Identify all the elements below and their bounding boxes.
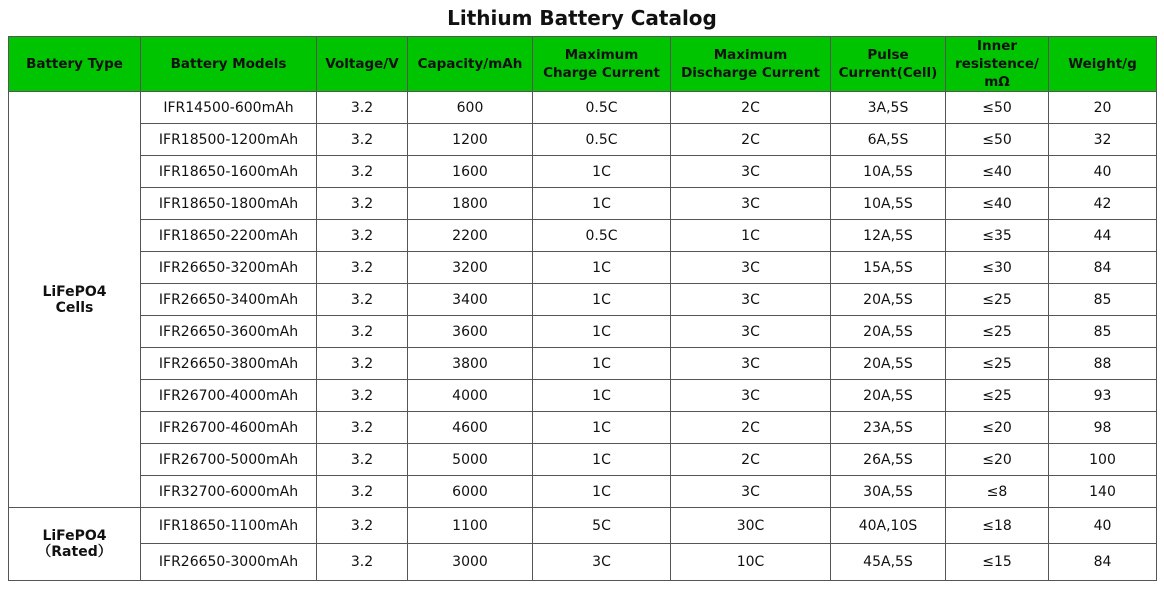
discharge-current-cell: 3C (671, 252, 831, 284)
header-weight: Weight/g (1049, 37, 1157, 92)
charge-current-cell: 1C (533, 348, 671, 380)
discharge-current-cell: 3C (671, 380, 831, 412)
model-cell: IFR26700-5000mAh (141, 444, 317, 476)
capacity-cell: 600 (408, 92, 533, 124)
battery-type-cell (9, 508, 141, 581)
voltage-cell: 3.2 (317, 156, 408, 188)
pulse-current-cell: 10A,5S (831, 156, 946, 188)
header-max-charge-current (533, 37, 671, 92)
discharge-current-cell: 10C (671, 544, 831, 581)
voltage-cell: 3.2 (317, 188, 408, 220)
table-row (9, 508, 1157, 544)
header-inner-line3: mΩ (984, 74, 1010, 90)
table-row (9, 476, 1157, 508)
weight-cell: 100 (1049, 444, 1157, 476)
table-row (9, 284, 1157, 316)
header-pulse-current (831, 37, 946, 92)
table-row (9, 220, 1157, 252)
table-row (9, 124, 1157, 156)
voltage-cell: 3.2 (317, 252, 408, 284)
charge-current-cell: 0.5C (533, 92, 671, 124)
pulse-current-cell: 20A,5S (831, 316, 946, 348)
model-cell: IFR26700-4000mAh (141, 380, 317, 412)
charge-current-cell: 1C (533, 188, 671, 220)
weight-cell: 84 (1049, 252, 1157, 284)
discharge-current-cell: 2C (671, 92, 831, 124)
discharge-current-cell: 30C (671, 508, 831, 544)
header-max-discharge-line2: Discharge Current (681, 65, 820, 81)
header-inner-resistance (946, 37, 1049, 92)
voltage-cell: 3.2 (317, 412, 408, 444)
header-capacity: Capacity/mAh (408, 37, 533, 92)
pulse-current-cell: 12A,5S (831, 220, 946, 252)
battery-type-line2: Cells (55, 299, 94, 316)
discharge-current-cell: 3C (671, 476, 831, 508)
pulse-current-cell: 15A,5S (831, 252, 946, 284)
voltage-cell: 3.2 (317, 92, 408, 124)
weight-cell: 40 (1049, 156, 1157, 188)
voltage-cell: 3.2 (317, 348, 408, 380)
table-row (9, 252, 1157, 284)
charge-current-cell: 1C (533, 284, 671, 316)
pulse-current-cell: 10A,5S (831, 188, 946, 220)
battery-type-cell (9, 92, 141, 508)
resistance-cell: ≤15 (946, 544, 1049, 581)
resistance-cell: ≤8 (946, 476, 1049, 508)
battery-type-line2: （Rated） (37, 544, 112, 560)
model-cell: IFR26650-3000mAh (141, 544, 317, 581)
table-row (9, 188, 1157, 220)
weight-cell: 40 (1049, 508, 1157, 544)
header-inner-line1: Inner (976, 38, 1018, 54)
resistance-cell: ≤25 (946, 380, 1049, 412)
weight-cell: 20 (1049, 92, 1157, 124)
charge-current-cell: 1C (533, 380, 671, 412)
charge-current-cell: 1C (533, 412, 671, 444)
weight-cell: 98 (1049, 412, 1157, 444)
capacity-cell: 3000 (408, 544, 533, 581)
weight-cell: 85 (1049, 316, 1157, 348)
weight-cell: 85 (1049, 284, 1157, 316)
voltage-cell: 3.2 (317, 444, 408, 476)
resistance-cell: ≤40 (946, 188, 1049, 220)
table-row (9, 412, 1157, 444)
voltage-cell: 3.2 (317, 124, 408, 156)
voltage-cell: 3.2 (317, 508, 408, 544)
charge-current-cell: 1C (533, 476, 671, 508)
header-battery-type: Battery Type (9, 37, 141, 92)
resistance-cell: ≤35 (946, 220, 1049, 252)
discharge-current-cell: 3C (671, 348, 831, 380)
model-cell: IFR26650-3400mAh (141, 284, 317, 316)
pulse-current-cell: 30A,5S (831, 476, 946, 508)
discharge-current-cell: 3C (671, 156, 831, 188)
battery-type-line1: LiFePO4 (42, 528, 107, 544)
capacity-cell: 1100 (408, 508, 533, 544)
battery-catalog-table (8, 36, 1157, 581)
model-cell: IFR18650-2200mAh (141, 220, 317, 252)
header-row (9, 37, 1157, 92)
table-row (9, 380, 1157, 412)
discharge-current-cell: 3C (671, 188, 831, 220)
model-cell: IFR26650-3800mAh (141, 348, 317, 380)
capacity-cell: 1800 (408, 188, 533, 220)
resistance-cell: ≤50 (946, 92, 1049, 124)
capacity-cell: 4000 (408, 380, 533, 412)
header-inner-line2: resistence/ (955, 56, 1039, 72)
resistance-cell: ≤20 (946, 412, 1049, 444)
charge-current-cell: 0.5C (533, 124, 671, 156)
capacity-cell: 3400 (408, 284, 533, 316)
header-max-charge-line1: Maximum (564, 47, 639, 63)
table-header (9, 37, 1157, 92)
model-cell: IFR18500-1200mAh (141, 124, 317, 156)
resistance-cell: ≤25 (946, 316, 1049, 348)
voltage-cell: 3.2 (317, 220, 408, 252)
pulse-current-cell: 3A,5S (831, 92, 946, 124)
weight-cell: 32 (1049, 124, 1157, 156)
charge-current-cell: 3C (533, 544, 671, 581)
capacity-cell: 6000 (408, 476, 533, 508)
capacity-cell: 1200 (408, 124, 533, 156)
weight-cell: 44 (1049, 220, 1157, 252)
model-cell: IFR18650-1100mAh (141, 508, 317, 544)
weight-cell: 93 (1049, 380, 1157, 412)
pulse-current-cell: 23A,5S (831, 412, 946, 444)
capacity-cell: 1600 (408, 156, 533, 188)
voltage-cell: 3.2 (317, 316, 408, 348)
model-cell: IFR18650-1600mAh (141, 156, 317, 188)
resistance-cell: ≤40 (946, 156, 1049, 188)
charge-current-cell: 1C (533, 316, 671, 348)
weight-cell: 84 (1049, 544, 1157, 581)
discharge-current-cell: 3C (671, 316, 831, 348)
header-voltage: Voltage/V (317, 37, 408, 92)
page-title: Lithium Battery Catalog (447, 6, 717, 30)
discharge-current-cell: 1C (671, 220, 831, 252)
capacity-cell: 4600 (408, 412, 533, 444)
resistance-cell: ≤20 (946, 444, 1049, 476)
charge-current-cell: 0.5C (533, 220, 671, 252)
pulse-current-cell: 45A,5S (831, 544, 946, 581)
pulse-current-cell: 26A,5S (831, 444, 946, 476)
capacity-cell: 3800 (408, 348, 533, 380)
header-pulse-line1: Pulse (867, 47, 909, 63)
model-cell: IFR26650-3200mAh (141, 252, 317, 284)
discharge-current-cell: 2C (671, 124, 831, 156)
header-max-charge-line2: Charge Current (543, 65, 660, 81)
table-row (9, 92, 1157, 124)
header-battery-models: Battery Models (141, 37, 317, 92)
table-row (9, 444, 1157, 476)
table-row (9, 544, 1157, 581)
capacity-cell: 3600 (408, 316, 533, 348)
capacity-cell: 3200 (408, 252, 533, 284)
model-cell: IFR32700-6000mAh (141, 476, 317, 508)
model-cell: IFR18650-1800mAh (141, 188, 317, 220)
pulse-current-cell: 20A,5S (831, 284, 946, 316)
resistance-cell: ≤25 (946, 348, 1049, 380)
charge-current-cell: 1C (533, 252, 671, 284)
voltage-cell: 3.2 (317, 380, 408, 412)
resistance-cell: ≤25 (946, 284, 1049, 316)
voltage-cell: 3.2 (317, 544, 408, 581)
discharge-current-cell: 2C (671, 412, 831, 444)
table-row (9, 316, 1157, 348)
pulse-current-cell: 20A,5S (831, 380, 946, 412)
header-max-discharge-line1: Maximum (713, 47, 788, 63)
model-cell: IFR26700-4600mAh (141, 412, 317, 444)
capacity-cell: 2200 (408, 220, 533, 252)
charge-current-cell: 1C (533, 444, 671, 476)
weight-cell: 88 (1049, 348, 1157, 380)
header-pulse-line2: Current(Cell) (838, 65, 938, 81)
charge-current-cell: 5C (533, 508, 671, 544)
weight-cell: 140 (1049, 476, 1157, 508)
resistance-cell: ≤50 (946, 124, 1049, 156)
resistance-cell: ≤18 (946, 508, 1049, 544)
model-cell: IFR26650-3600mAh (141, 316, 317, 348)
pulse-current-cell: 20A,5S (831, 348, 946, 380)
capacity-cell: 5000 (408, 444, 533, 476)
weight-cell: 42 (1049, 188, 1157, 220)
discharge-current-cell: 3C (671, 284, 831, 316)
pulse-current-cell: 6A,5S (831, 124, 946, 156)
model-cell: IFR14500-600mAh (141, 92, 317, 124)
table-row (9, 156, 1157, 188)
voltage-cell: 3.2 (317, 284, 408, 316)
voltage-cell: 3.2 (317, 476, 408, 508)
discharge-current-cell: 2C (671, 444, 831, 476)
pulse-current-cell: 40A,10S (831, 508, 946, 544)
table-row (9, 348, 1157, 380)
resistance-cell: ≤30 (946, 252, 1049, 284)
table-body (9, 92, 1157, 581)
charge-current-cell: 1C (533, 156, 671, 188)
header-max-discharge-current (671, 37, 831, 92)
battery-type-line1: LiFePO4 (42, 283, 107, 300)
